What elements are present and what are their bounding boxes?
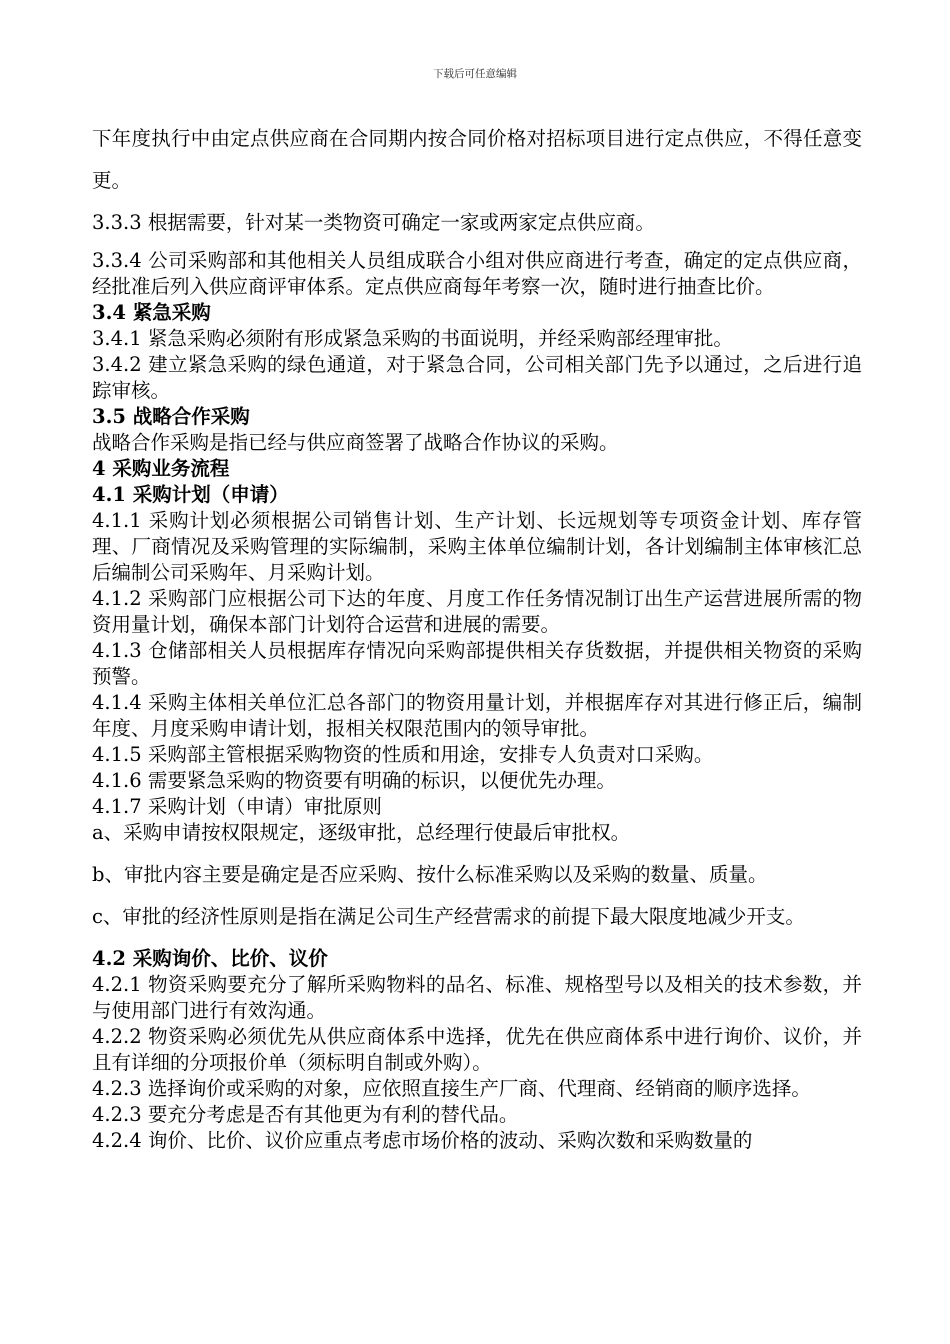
- paragraph-4-2-4: 4.2.4 询价、比价、议价应重点考虑市场价格的波动、采购次数和采购数量的: [92, 1129, 753, 1152]
- paragraph-4-2-2: 4.2.2 物资采购必须优先从供应商体系中选择，优先在供应商体系中进行询价、议价，并且有详细的分项报价单（须标明自制或外购）。: [92, 1025, 862, 1074]
- section-heading-4-1: 4.1 采购计划（申请）: [92, 483, 289, 506]
- paragraph-4-1-4: 4.1.4 采购主体相关单位汇总各部门的物资用量计划，并根据库存对其进行修正后，编制年度、月度采购申请计划，报相关权限范围内的领导审批。: [92, 691, 862, 740]
- paragraph-4-1-7: 4.1.7 采购计划（申请）审批原则: [92, 795, 382, 818]
- paragraph-4-1-6: 4.1.6 需要紧急采购的物资要有明确的标识，以便优先办理。: [92, 769, 616, 792]
- paragraph-4-2-3: 4.2.3 选择询价或采购的对象，应依照直接生产厂商、代理商、经销商的顺序选择。: [92, 1077, 811, 1100]
- paragraph-3-4-2: 3.4.2 建立紧急采购的绿色通道，对于紧急合同，公司相关部门先予以通过，之后进行追踪审核。: [92, 353, 862, 402]
- paragraph-3-5: 战略合作采购是指已经与供应商签署了战略合作协议的采购。: [92, 431, 619, 454]
- paragraph-4-1-2: 4.1.2 采购部门应根据公司下达的年度、月度工作任务情况制订出生产运营进展所需的物资用量计划，确保本部门计划符合运营和进展的需要。: [92, 587, 862, 636]
- paragraph-4-1-1: 4.1.1 采购计划必须根据公司销售计划、生产计划、长远规划等专项资金计划、库存管理、厂商情况及采购管理的实际编制，采购主体单位编制计划，各计划编制主体审核汇总后编制公司采购年、月采购计划。: [92, 509, 862, 584]
- paragraph: 下年度执行中由定点供应商在合同期内按合同价格对招标项目进行定点供应，不得任意变更。: [92, 127, 862, 192]
- list-item-a: a、采购申请按权限规定，逐级审批，总经理行使最后审批权。: [92, 821, 631, 844]
- list-item-b: b、审批内容主要是确定是否应采购、按什么标准采购以及采购的数量、质量。: [92, 863, 768, 886]
- paragraph-4-1-5: 4.1.5 采购部主管根据采购物资的性质和用途，安排专人负责对口采购。: [92, 743, 714, 766]
- section-heading-3-4: 3.4 紧急采购: [92, 301, 211, 324]
- list-item-c: c、审批的经济性原则是指在满足公司生产经营需求的前提下最大限度地减少开支。: [92, 905, 805, 928]
- page-header: 下载后可任意编辑: [433, 68, 517, 80]
- paragraph-3-3-4: 3.3.4 公司采购部和其他相关人员组成联合小组对供应商进行考查，确定的定点供应商，经批准后列入供应商评审体系。定点供应商每年考察一次，随时进行抽查比价。: [92, 249, 862, 298]
- paragraph-3-3-3: 3.3.3 根据需要，针对某一类物资可确定一家或两家定点供应商。: [92, 211, 655, 234]
- section-heading-3-5: 3.5 战略合作采购: [92, 405, 250, 428]
- paragraph-3-4-1: 3.4.1 紧急采购必须附有形成紧急采购的书面说明，并经采购部经理审批。: [92, 327, 733, 350]
- section-heading-4: 4 采购业务流程: [92, 457, 230, 480]
- paragraph-4-1-3: 4.1.3 仓储部相关人员根据库存情况向采购部提供相关存货数据，并提供相关物资的采购预警。: [92, 639, 862, 688]
- section-heading-4-2: 4.2 采购询价、比价、议价: [92, 947, 328, 970]
- document-body: [92, 118, 862, 1154]
- paragraph-4-2-3-alt: 4.2.3 要充分考虑是否有其他更为有利的替代品。: [92, 1103, 519, 1126]
- paragraph-4-2-1: 4.2.1 物资采购要充分了解所采购物料的品名、标准、规格型号以及相关的技术参数，并与使用部门进行有效沟通。: [92, 973, 862, 1022]
